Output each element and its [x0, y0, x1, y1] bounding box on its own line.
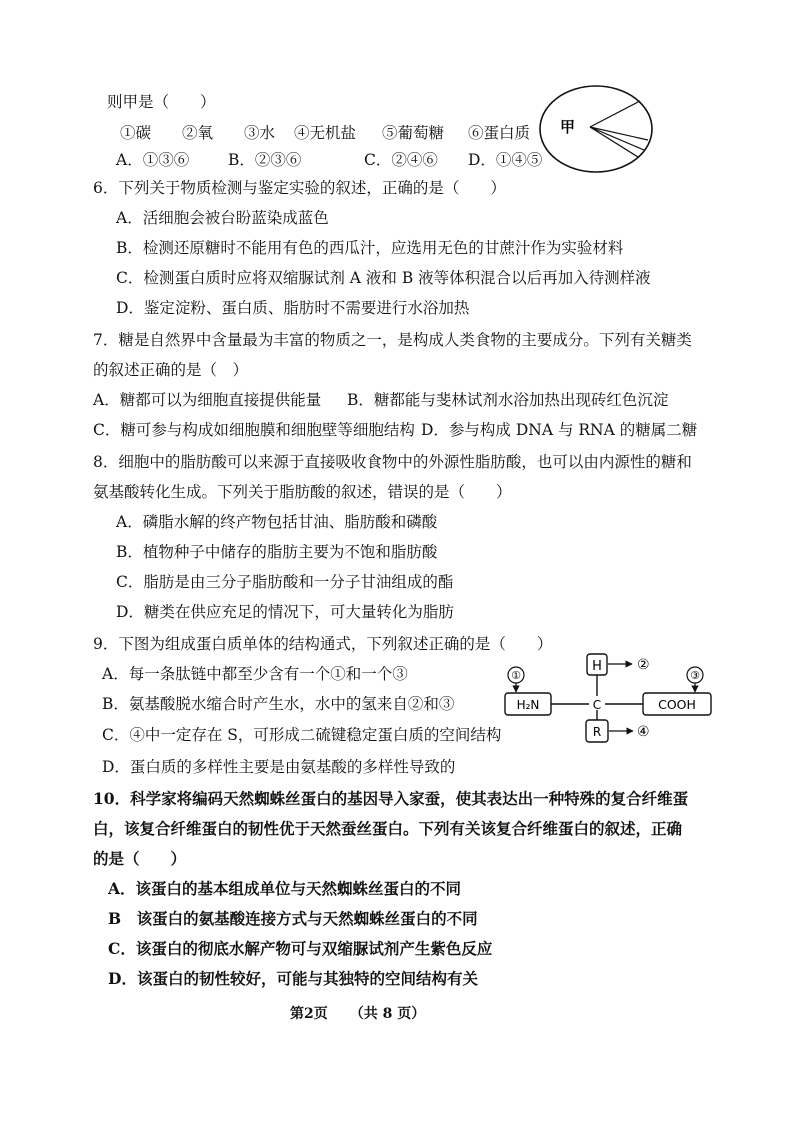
q8-option-c: C．脂肪是由三分子脂肪酸和一分子甘油组成的酯 — [116, 573, 454, 591]
q5-item: ⑥蛋白质 — [468, 124, 531, 142]
marker-4: ④ — [637, 724, 650, 740]
q5-option-d: D．①④⑤ — [468, 151, 543, 169]
q7-option-b: B．糖都能与斐林试剂水浴加热出现砖红色沉淀 — [347, 391, 669, 409]
pie-label: 甲 — [560, 118, 576, 136]
q5-item: ③水 — [244, 124, 276, 142]
marker-2: ② — [637, 657, 650, 673]
q6-stem: 6．下列关于物质检测与鉴定实验的叙述，正确的是（ ） — [93, 179, 506, 197]
q9-option-c: C．④中一定存在 S，可形成二硫键稳定蛋白质的空间结构 — [102, 726, 502, 744]
q10-stem-line2: 白，该复合纤维蛋白的韧性优于天然蚕丝蛋白。下列有关该复合纤维蛋白的叙述，正确 — [93, 819, 683, 838]
marker-1: ① — [511, 669, 521, 682]
q10-option-b: B 该蛋白的氨基酸连接方式与天然蜘蛛丝蛋白的不同 — [108, 909, 478, 928]
pie-divider — [590, 127, 644, 150]
q7-option-c: C．糖可参与构成如细胞膜和细胞壁等细胞结构 — [93, 421, 415, 439]
q5-options — [116, 150, 542, 170]
amino-group-label: H₂N — [516, 698, 540, 712]
q5-item: ②氧 — [182, 124, 214, 142]
q5-item: ⑤葡萄糖 — [382, 124, 445, 142]
q5-item: ④无机盐 — [294, 124, 357, 142]
carboxyl-group-label: COOH — [658, 697, 696, 712]
page-number: 第2页 — [290, 1006, 328, 1022]
q9-option-d: D．蛋白质的多样性主要是由氨基酸的多样性导致的 — [102, 758, 456, 776]
q7-option-a: A．糖都可以为细胞直接提供能量 — [93, 391, 322, 409]
q6-option-b: B．检测还原糖时不能用有色的西瓜汁，应选用无色的甘蔗汁作为实验材料 — [116, 239, 624, 257]
q7-options-row1 — [93, 390, 668, 410]
q5-option-b: B．②③⑥ — [228, 151, 302, 169]
pie-divider — [590, 101, 640, 127]
q5-option-a: A．①③⑥ — [116, 151, 190, 169]
q10-option-a: A．该蛋白的基本组成单位与天然蜘蛛丝蛋白的不同 — [108, 879, 462, 898]
q5-option-c: C．②④⑥ — [364, 151, 438, 169]
pie-divider — [590, 127, 648, 140]
q7-options-row2 — [93, 420, 697, 440]
q8-option-d: D．糖类在供应充足的情况下，可大量转化为脂肪 — [116, 603, 454, 621]
pie-divider — [590, 127, 638, 157]
pie-figure — [536, 82, 656, 176]
q5-item: ①碳 — [120, 124, 152, 142]
q6-option-a: A．活细胞会被台盼蓝染成蓝色 — [116, 209, 329, 227]
marker-3: ③ — [690, 669, 700, 682]
atom-h: H — [592, 659, 602, 674]
q7-stem-line2: 的叙述正确的是（ ） — [93, 361, 249, 379]
q6-option-d: D．鉴定淀粉、蛋白质、脂肪时不需要进行水浴加热 — [116, 299, 470, 317]
q6-option-c: C．检测蛋白质时应将双缩脲试剂 A 液和 B 液等体积混合以后再加入待测样液 — [116, 269, 651, 287]
q8-option-a: A．磷脂水解的终产物包括甘油、脂肪酸和磷酸 — [116, 513, 438, 531]
q10-stem-line3: 的是（ ） — [93, 849, 187, 868]
q9-option-a: A．每一条肽链中都至少含有一个①和一个③ — [102, 665, 408, 683]
q5-items — [120, 123, 530, 143]
q7-option-d: D．参与构成 DNA 与 RNA 的糖属二糖 — [421, 421, 698, 439]
q8-option-b: B．植物种子中储存的脂肪主要为不饱和脂肪酸 — [116, 543, 438, 561]
page-footer — [290, 1004, 425, 1024]
q5-tail: 则甲是（ ） — [107, 93, 216, 111]
q10-stem-line1: 10．科学家将编码天然蜘蛛丝蛋白的基因导入家蚕，使其表达出一种特殊的复合纤维蛋 — [93, 789, 689, 808]
q9-stem: 9．下图为组成蛋白质单体的结构通式，下列叙述正确的是（ ） — [93, 635, 553, 653]
q10-option-d: D．该蛋白的韧性较好，可能与其独特的空间结构有关 — [108, 969, 478, 988]
page-total: （共 8 页） — [349, 1006, 426, 1022]
q8-stem-line2: 氨基酸转化生成。下列关于脂肪酸的叙述，错误的是（ ） — [93, 483, 512, 501]
q7-stem-line1: 7．糖是自然界中含量最为丰富的物质之一，是构成人类食物的主要成分。下列有关糖类 — [93, 331, 692, 349]
r-group-label: R — [592, 725, 602, 739]
amino-acid-diagram — [500, 648, 750, 748]
central-carbon: C — [592, 698, 602, 712]
q8-stem-line1: 8．细胞中的脂肪酸可以来源于直接吸收食物中的外源性脂肪酸，也可以由内源性的糖和 — [93, 453, 692, 471]
q9-option-b: B．氨基酸脱水缩合时产生水，水中的氢来自②和③ — [102, 695, 455, 713]
q10-option-c: C．该蛋白的彻底水解产物可与双缩脲试剂产生紫色反应 — [108, 939, 493, 958]
